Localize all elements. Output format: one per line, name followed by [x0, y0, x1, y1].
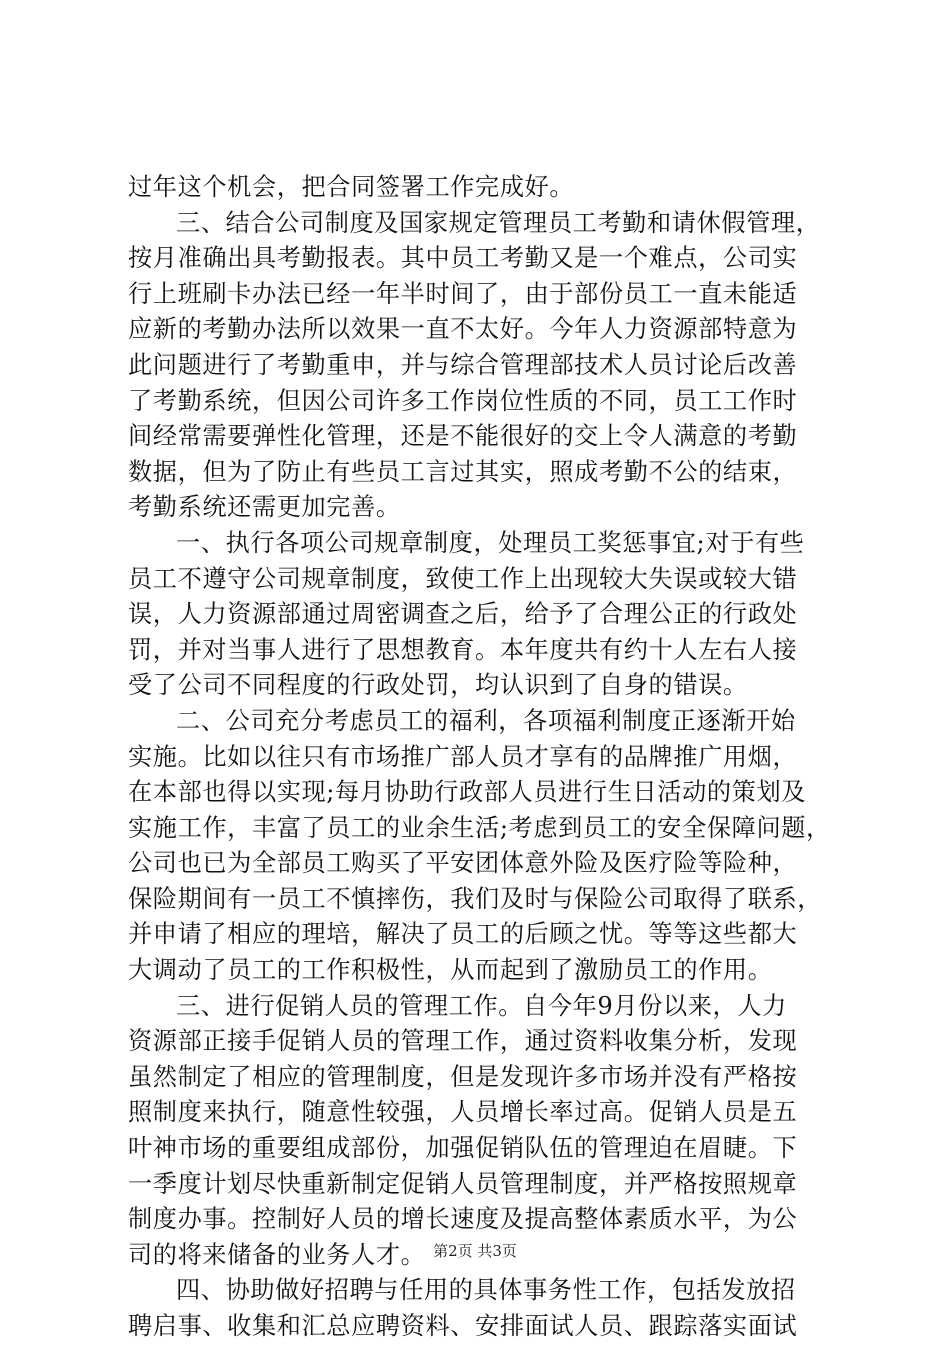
- text-line: 制度办事。控制好人员的增长速度及提高整体素质水平，为公: [128, 1205, 798, 1234]
- text-line: 实施工作，丰富了员工的业余生活;考虑到员工的安全保障问题，: [128, 813, 831, 842]
- text-line: 此问题进行了考勤重申，并与综合管理部技术人员讨论后改善: [128, 350, 798, 379]
- text-line: 叶神市场的重要组成部份，加强促销队伍的管理迫在眉睫。下: [128, 1134, 798, 1163]
- text-line: 四、协助做好招聘与任用的具体事务性工作，包括发放招: [176, 1276, 796, 1305]
- text-line: 一季度计划尽快重新制定促销人员管理制度，并严格按照规章: [128, 1169, 798, 1198]
- page-footer: 第2页 共3页: [433, 1242, 517, 1260]
- text-line: 间经常需要弹性化管理，还是不能很好的交上令人满意的考勤: [128, 422, 798, 451]
- text-line: 公司也已为全部员工购买了平安团体意外险及医疗险等险种，: [128, 849, 798, 878]
- text-line: 员工不遵守公司规章制度，致使工作上出现较大失误或较大错: [128, 564, 798, 593]
- text-line: 过年这个机会，把合同签署工作完成好。: [128, 173, 575, 201]
- text-line: 并申请了相应的理培，解决了员工的后顾之忧。等等这些都大: [128, 920, 798, 949]
- text-line: 保险期间有一员工不慎摔伤，我们及时与保险公司取得了联系，: [128, 884, 823, 913]
- text-line: 司的将来储备的业务人才。: [128, 1240, 426, 1269]
- text-line: 聘启事、收集和汇总应聘资料、安排面试人员、跟踪落实面试: [128, 1312, 798, 1340]
- text-line: 虽然制定了相应的管理制度，但是发现许多市场并没有严格按: [128, 1062, 798, 1091]
- text-line: 应新的考勤办法所以效果一直不太好。今年人力资源部特意为: [128, 315, 798, 344]
- text-line: 大调动了员工的工作积极性，从而起到了激励员工的作用。: [128, 956, 773, 985]
- text-line: 数据，但为了防止有些员工言过其实，照成考勤不公的结束，: [128, 457, 798, 486]
- text-line: 误，人力资源部通过周密调查之后，给予了合理公正的行政处: [128, 600, 798, 629]
- text-line: 受了公司不同程度的行政处罚，均认识到了自身的错误。: [128, 671, 748, 700]
- text-line: 罚，并对当事人进行了思想教育。本年度共有约十人左右人接: [128, 635, 798, 664]
- text-line: 照制度来执行，随意性较强，人员增长率过高。促销人员是五: [128, 1098, 798, 1127]
- text-line: 在本部也得以实现;每月协助行政部人员进行生日活动的策划及: [128, 778, 807, 807]
- text-line: 实施。比如以往只有市场推广部人员才享有的品牌推广用烟，: [128, 742, 798, 771]
- document-body: [128, 170, 838, 1345]
- text-line: 一、执行各项公司规章制度，处理员工奖惩事宜;对于有些: [176, 528, 805, 557]
- text-line: 三、结合公司制度及国家规定管理员工考勤和请休假管理，: [176, 208, 821, 237]
- text-line: 按月准确出具考勤报表。其中员工考勤又是一个难点，公司实: [128, 244, 798, 273]
- text-line: 二、公司充分考虑员工的福利，各项福利制度正逐渐开始: [176, 706, 796, 735]
- text-line: 行上班刷卡办法已经一年半时间了，由于部份员工一直未能适: [128, 279, 798, 308]
- text-line: 三、进行促销人员的管理工作。自今年9月份以来，人力: [176, 991, 787, 1020]
- text-line: 资源部正接手促销人员的管理工作，通过资料收集分析，发现: [128, 1027, 798, 1056]
- text-line: 了考勤系统，但因公司许多工作岗位性质的不同，员工工作时: [128, 386, 798, 415]
- text-line: 考勤系统还需更加完善。: [128, 493, 401, 522]
